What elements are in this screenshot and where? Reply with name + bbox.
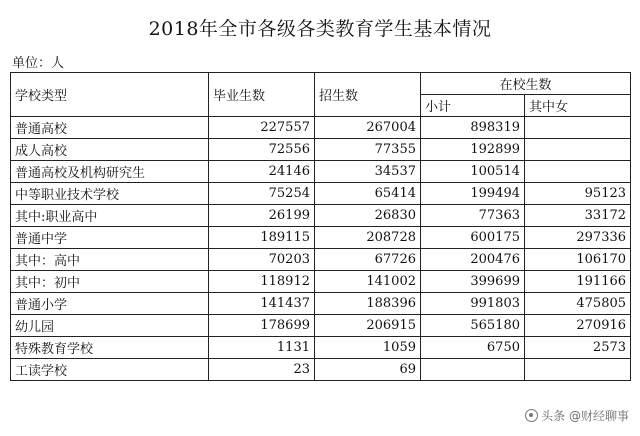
cell-subtotal: 192899 [421,139,525,161]
cell-female: 297336 [525,227,631,249]
header-subtotal: 小计 [421,95,525,117]
cell-graduates: 227557 [209,117,315,139]
cell-female: 475805 [525,293,631,315]
statistics-table [10,72,631,381]
unit-label: 单位：人 [12,56,65,71]
cell-school-type: 幼儿园 [11,315,209,337]
watermark-text: 头条 @财经聊事 [541,409,629,423]
cell-subtotal: 199494 [421,183,525,205]
cell-enrollment: 67726 [315,249,421,271]
cell-graduates: 141437 [209,293,315,315]
table-row [11,293,631,315]
cell-subtotal [421,359,525,381]
cell-enrollment: 1059 [315,337,421,359]
cell-enrollment: 267004 [315,117,421,139]
cell-school-type: 普通高校及机构研究生 [11,161,209,183]
watermark [522,406,632,425]
cell-female: 270916 [525,315,631,337]
cell-school-type: 特殊教育学校 [11,337,209,359]
cell-subtotal: 100514 [421,161,525,183]
cell-subtotal: 77363 [421,205,525,227]
cell-female [525,139,631,161]
cell-graduates: 24146 [209,161,315,183]
cell-female: 106170 [525,249,631,271]
table-row [11,249,631,271]
table-row [11,117,631,139]
cell-graduates: 1131 [209,337,315,359]
cell-female: 191166 [525,271,631,293]
cell-female: 2573 [525,337,631,359]
cell-subtotal: 6750 [421,337,525,359]
table-row [11,359,631,381]
cell-school-type: 普通中学 [11,227,209,249]
cell-school-type: 成人高校 [11,139,209,161]
table-row [11,161,631,183]
header-enrollment: 招生数 [315,73,421,117]
cell-enrollment: 206915 [315,315,421,337]
table-row [11,315,631,337]
table-row [11,183,631,205]
cell-school-type: 其中：高中 [11,249,209,271]
circle-logo-icon [525,409,538,422]
header-in-school: 在校生数 [421,73,631,95]
cell-subtotal: 991803 [421,293,525,315]
cell-graduates: 72556 [209,139,315,161]
cell-graduates: 118912 [209,271,315,293]
cell-enrollment: 208728 [315,227,421,249]
cell-female [525,117,631,139]
page-title: 2018年全市各级各类教育学生基本情况 [148,18,492,40]
cell-enrollment: 34537 [315,161,421,183]
cell-subtotal: 200476 [421,249,525,271]
cell-female: 95123 [525,183,631,205]
cell-graduates: 23 [209,359,315,381]
cell-enrollment: 26830 [315,205,421,227]
cell-school-type: 中等职业技术学校 [11,183,209,205]
cell-enrollment: 65414 [315,183,421,205]
cell-enrollment: 141002 [315,271,421,293]
table-row [11,227,631,249]
cell-school-type: 其中:职业高中 [11,205,209,227]
cell-graduates: 178699 [209,315,315,337]
cell-graduates: 189115 [209,227,315,249]
table-row [11,205,631,227]
header-graduates: 毕业生数 [209,73,315,117]
cell-school-type: 工读学校 [11,359,209,381]
cell-school-type: 普通小学 [11,293,209,315]
cell-school-type: 其中：初中 [11,271,209,293]
cell-enrollment: 188396 [315,293,421,315]
header-row-top [11,73,631,95]
cell-subtotal: 898319 [421,117,525,139]
cell-graduates: 26199 [209,205,315,227]
cell-enrollment: 77355 [315,139,421,161]
table-row [11,337,631,359]
cell-female [525,359,631,381]
cell-graduates: 70203 [209,249,315,271]
cell-graduates: 75254 [209,183,315,205]
cell-subtotal: 399699 [421,271,525,293]
table-row [11,139,631,161]
table-row [11,271,631,293]
cell-subtotal: 600175 [421,227,525,249]
cell-subtotal: 565180 [421,315,525,337]
cell-female [525,161,631,183]
header-female: 其中女 [525,95,631,117]
cell-school-type: 普通高校 [11,117,209,139]
cell-female: 33172 [525,205,631,227]
header-school-type: 学校类型 [11,73,209,117]
cell-enrollment: 69 [315,359,421,381]
